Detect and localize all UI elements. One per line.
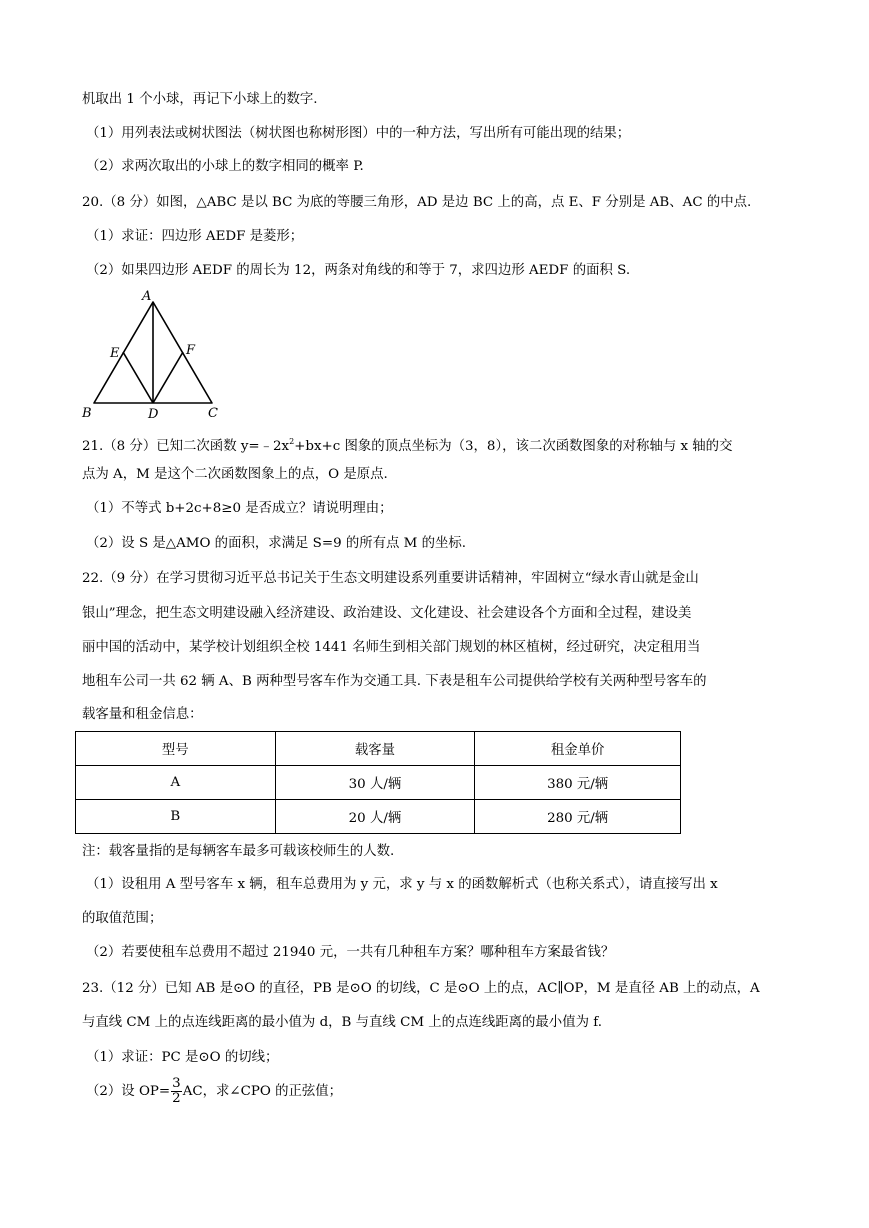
label-d: D xyxy=(148,407,159,422)
q19-part1: （1）用列表法或树状图法（树状图也称树形图）中的一种方法，写出所有可能出现的结果； xyxy=(86,126,631,141)
q20-stem: 20.（8 分）如图，△ABC 是以 BC 为底的等腰三角形，AD 是边 BC 上的高，点 E、F 分别是 AB、AC 的中点. xyxy=(82,195,752,210)
table-header-row xyxy=(76,732,681,766)
table-cell: 280 元/辆 xyxy=(475,800,681,834)
q22-part1: （1）设租用 A 型号客车 x 辆，租车总费用为 y 元，求 y 与 x 的函数解析式（也称关系式），请直接写出 x xyxy=(86,877,718,892)
q22-line4: 地租车公司一共 62 辆 A、B 两种型号客车作为交通工具. 下表是租车公司提供给学校有关两种型号客车的 xyxy=(82,674,707,689)
q21-part2: （2）设 S 是△AMO 的面积，求满足 S=9 的所有点 M 的坐标. xyxy=(86,536,467,551)
table-cell: A xyxy=(76,766,276,800)
q23-part1: （1）求证：PC 是⊙O 的切线； xyxy=(86,1050,279,1065)
q20-part2: （2）如果四边形 AEDF 的周长为 12，两条对角线的和等于 7，求四边形 AEDF 的面积 S. xyxy=(86,263,631,278)
label-c: C xyxy=(208,406,218,421)
label-a: A xyxy=(142,289,152,304)
q22-part2: （2）若要使租车总费用不超过 21940 元，一共有几种租车方案？哪种租车方案最省钱？ xyxy=(86,945,615,960)
table-row xyxy=(76,766,681,800)
header-price: 租金单价 xyxy=(475,732,681,766)
q23-line2: 与直线 CM 上的点连线距离的最小值为 d，B 与直线 CM 上的点连线距离的最小值为 f. xyxy=(82,1015,602,1030)
q22-line1: 22.（9 分）在学习贯彻习近平总书记关于生态文明建设系列重要讲话精神，牢固树立“绿水青山就是金山 xyxy=(82,571,699,586)
q19-part2: （2）求两次取出的小球上的数字相同的概率 P. xyxy=(86,159,364,174)
table-row xyxy=(76,800,681,834)
label-e: E xyxy=(110,346,120,361)
label-b: B xyxy=(82,406,92,421)
header-capacity: 载客量 xyxy=(275,732,475,766)
q21-stem: 21.（8 分）已知二次函数 $y=﹣2x^2+bx+c$ 图象的顶点坐标为（3，8），该二次函数图象的对称轴与 x 轴的交 xyxy=(82,437,733,454)
q22-part1-cont: 的取值范围； xyxy=(82,911,163,926)
label-f: F xyxy=(186,343,196,358)
table-cell: B xyxy=(76,800,276,834)
bus-rental-table xyxy=(75,731,681,834)
header-model: 型号 xyxy=(76,732,276,766)
q21-stem-line2: 点为 A，M 是这个二次函数图象上的点，O 是原点. xyxy=(82,467,388,482)
q23-part2: （2）设 OP= $\frac{3}{2}$ AC，求∠CPO 的正弦值； xyxy=(86,1076,343,1106)
q20-part1: （1）求证：四边形 AEDF 是菱形； xyxy=(86,229,304,244)
q22-line5: 载客量和租金信息： xyxy=(82,707,203,722)
q22-note: 注：载客量指的是每辆客车最多可载该校师生的人数. xyxy=(82,844,395,859)
table-cell: 30 人/辆 xyxy=(275,766,475,800)
q19-continuation: 机取出 1 个小球，再记下小球上的数字. xyxy=(82,92,318,107)
table-cell: 20 人/辆 xyxy=(275,800,475,834)
q22-line3: 丽中国的活动中，某学校计划组织全校 1441 名师生到相关部门规划的林区植树，经过研究，决定租用当 xyxy=(82,640,701,655)
table-cell: 380 元/辆 xyxy=(475,766,681,800)
q21-part1: （1）不等式 b+2c+8≥0 是否成立？请说明理由； xyxy=(86,501,393,516)
q22-line2: 银山”理念，把生态文明建设融入经济建设、政治建设、文化建设、社会建设各个方面和全过程，建设美 xyxy=(82,606,692,621)
q23-line1: 23.（12 分）已知 AB 是⊙O 的直径，PB 是⊙O 的切线，C 是⊙O 上的点，AC∥OP，M 是直径 AB 上的动点，A xyxy=(82,981,760,996)
q20-triangle-figure xyxy=(78,286,228,422)
fraction-three-halves: $\frac{3}{2}$ xyxy=(172,1076,181,1106)
